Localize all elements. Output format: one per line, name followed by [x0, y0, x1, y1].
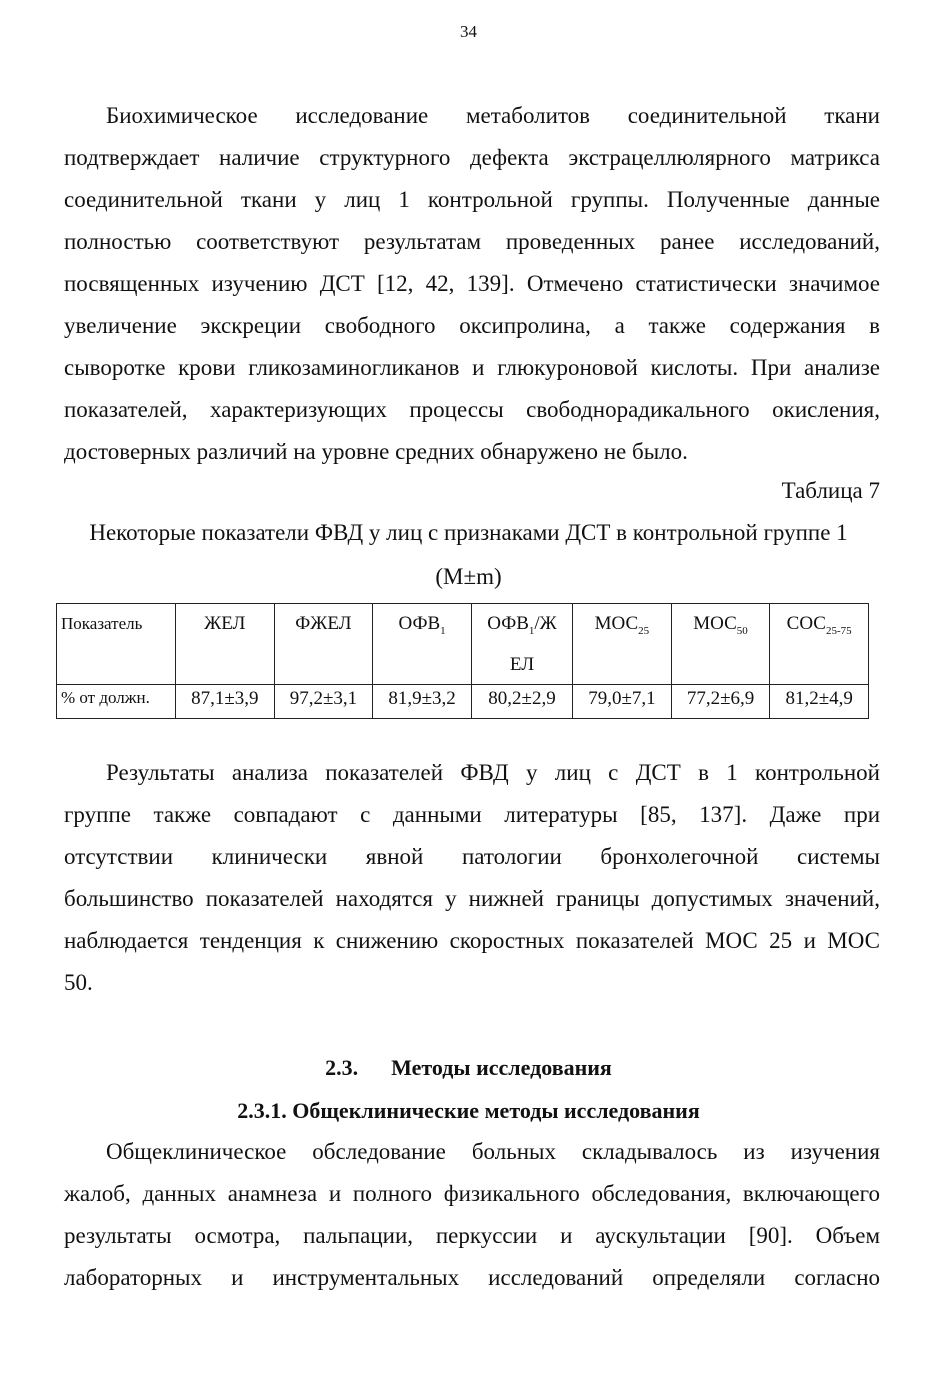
text-line: достоверных различий на уровне средних обнаружено не было.	[64, 439, 688, 464]
ratio-base: ОФВ	[487, 613, 529, 634]
header-sos	[770, 604, 869, 685]
text-line: сыворотке крови гликозаминогликанов и глюкуроновой кислоты. При анализе	[64, 355, 880, 380]
text-line: соединительной ткани у лиц 1 контрольной группы. Полученные данные	[64, 187, 880, 212]
mos25-base: МОС	[594, 613, 639, 634]
cell-mos25: 79,0±7,1	[573, 684, 672, 718]
text-line: лабораторных и инструментальных исследований определяли согласно	[64, 1265, 880, 1290]
section-heading	[0, 1055, 937, 1081]
text-line: подтверждает наличие структурного дефекта экстрацеллюлярного матрикса	[64, 145, 880, 170]
header-indicator: Показатель	[57, 604, 176, 685]
table-row	[57, 684, 869, 718]
table-header-row	[57, 604, 869, 685]
text-line: увеличение экскреции свободного оксипролина, а также содержания в	[64, 313, 880, 338]
section-number: 2.3.	[325, 1055, 359, 1080]
ofv1-base: ОФВ	[398, 613, 441, 634]
table-subtitle: (M±m)	[435, 564, 502, 589]
text-line: результаты осмотра, пальпации, перкуссии и аускультации [90]. Объем	[64, 1223, 880, 1248]
ratio-tail: /Ж	[534, 613, 557, 634]
table-label: Таблица 7	[781, 478, 880, 503]
mos25-sub: 25	[638, 624, 650, 637]
header-mos50	[671, 604, 770, 685]
header-fzhel: ФЖЕЛ	[274, 604, 373, 685]
row-label: % от должн.	[57, 684, 176, 718]
paragraph-clinical-methods	[64, 1131, 880, 1299]
cell-fzhel: 97,2±3,1	[274, 684, 373, 718]
sos-base: СОС	[786, 613, 826, 634]
text-line: Биохимическое исследование метаболитов соединительной ткани	[106, 103, 880, 128]
text-line: полностью соответствуют результатам проведенных ранее исследований,	[64, 229, 880, 254]
ofv1-sub: 1	[440, 624, 446, 637]
sos-sub: 25-75	[825, 624, 852, 637]
paragraph-biochemistry	[64, 95, 880, 473]
section-title: Методы исследования	[391, 1055, 612, 1080]
ratio-line2: ЕЛ	[509, 653, 535, 675]
cell-sos: 81,2±4,9	[770, 684, 869, 718]
cell-zhel: 87,1±3,9	[176, 684, 275, 718]
mos50-base: МОС	[693, 613, 737, 634]
text-line: жалоб, данных анамнеза и полного физикального обследования, включающего	[64, 1181, 880, 1206]
table-title: Некоторые показатели ФВД у лиц с признаками ДСТ в контрольной группе 1	[89, 520, 848, 545]
cell-mos50: 77,2±6,9	[671, 684, 770, 718]
paragraph-fvd-results	[64, 752, 880, 1004]
text-line: показателей, характеризующих процессы свободнорадикального окисления,	[64, 397, 880, 422]
fvd-table	[56, 603, 869, 719]
cell-ofv1-zhel: 80,2±2,9	[471, 684, 572, 718]
ratio-sub: 1	[528, 624, 535, 637]
text-line: 50.	[64, 970, 93, 995]
text-line: группе также совпадают с данными литературы [85, 137]. Даже при	[64, 802, 880, 827]
cell-ofv1: 81,9±3,2	[373, 684, 472, 718]
subsection-heading: 2.3.1. Общеклинические методы исследования	[237, 1098, 700, 1123]
header-ofv1	[373, 604, 472, 685]
header-zhel: ЖЕЛ	[176, 604, 275, 685]
mos50-sub: 50	[736, 624, 748, 637]
text-line: отсутствии клинически явной патологии бронхолегочной системы	[64, 844, 880, 869]
text-line: наблюдается тенденция к снижению скоростных показателей МОС 25 и МОС	[64, 928, 880, 953]
header-ofv1-zhel	[471, 604, 572, 685]
header-mos25	[573, 604, 672, 685]
page-number: 34	[460, 22, 477, 41]
text-line: Результаты анализа показателей ФВД у лиц с ДСТ в 1 контрольной	[106, 760, 880, 785]
text-line: большинство показателей находятся у нижней границы допустимых значений,	[64, 886, 880, 911]
text-line: Общеклиническое обследование больных складывалось из изучения	[106, 1139, 880, 1164]
text-line: посвященных изучению ДСТ [12, 42, 139]. Отмечено статистически значимое	[64, 271, 880, 296]
